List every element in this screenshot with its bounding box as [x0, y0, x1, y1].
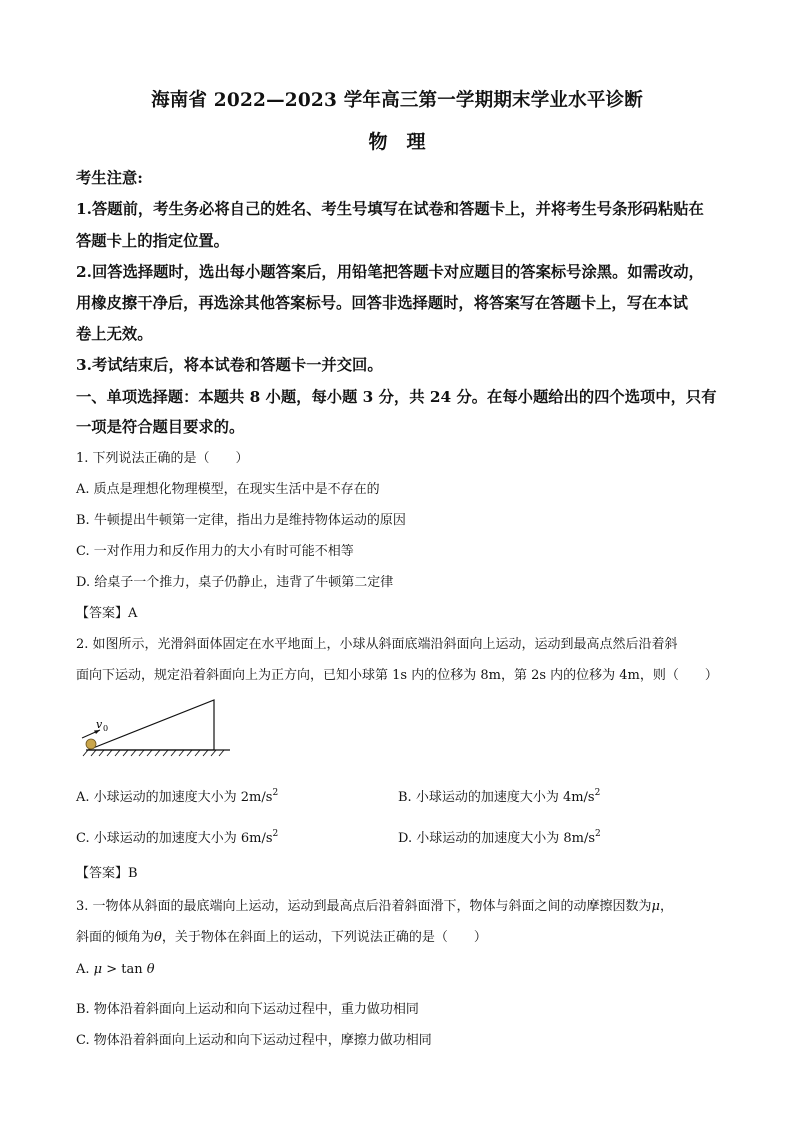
ground-hatching [83, 750, 224, 756]
notice-line: 用橡皮擦干净后，再选涂其他答案标号。回答非选择题时，将答案写在答题卡上，写在本试 [76, 294, 688, 312]
option-c: C. 一对作用力和反作用力的大小有时可能不相等 [76, 544, 354, 559]
question-stem: 面向下运动，规定沿着斜面向上为正方向，已知小球第 1s 内的位移为 8m，第 2s 内的位移为 4m，则（ ） [76, 668, 718, 683]
answer: 【答案】A [76, 606, 138, 621]
option-d: D. 给桌子一个推力，桌子仍静止，违背了牛顿第二定律 [76, 575, 394, 590]
option-a: A. 质点是理想化物理模型，在现实生活中是不存在的 [76, 482, 380, 497]
answer: 【答案】B [76, 866, 138, 881]
option-c: C. 物体沿着斜面向上运动和向下运动过程中，摩擦力做功相同 [76, 1033, 432, 1048]
question-stem: 斜面的倾角为θ，关于物体在斜面上的运动，下列说法正确的是（ ） [76, 930, 487, 945]
incline-figure [78, 698, 238, 758]
notice-heading: 考生注意: [76, 169, 143, 187]
subject-title: 物 理 [368, 131, 426, 153]
section-heading: 一、单项选择题：本题共 8 小题，每小题 3 分，共 24 分。在每小题给出的四个选项中，只有 [76, 388, 717, 406]
notice-line: 3.考试结束后，将本试卷和答题卡一并交回。 [76, 356, 383, 374]
question-stem: 1. 下列说法正确的是（ ） [76, 451, 249, 466]
option-d: D. 小球运动的加速度大小为 $8m/s^2$ [398, 829, 601, 846]
section-heading: 一项是符合题目要求的。 [76, 418, 245, 436]
question-stem: 3. 一物体从斜面的最底端向上运动，运动到最高点后沿着斜面滑下，物体与斜面之间的动摩擦因数为μ， [76, 899, 674, 914]
notice-line: 卷上无效。 [76, 325, 153, 343]
option-a: A. 小球运动的加速度大小为 $2m/s^2$ [76, 788, 279, 805]
page-title: 海南省 2022—2023 学年高三第一学期期末学业水平诊断 [151, 90, 643, 111]
option-b: B. 物体沿着斜面向上运动和向下运动过程中，重力做功相同 [76, 1002, 419, 1017]
option-b: B. 小球运动的加速度大小为 $4m/s^2$ [398, 788, 601, 805]
notice-line: 1.答题前，考生务必将自己的姓名、考生号填写在试卷和答题卡上，并将考生号条形码粘贴在 [76, 200, 704, 218]
option-b: B. 牛顿提出牛顿第一定律，指出力是维持物体运动的原因 [76, 513, 406, 528]
notice-line: 2.回答选择题时，选出每小题答案后，用铅笔把答题卡对应题目的答案标号涂黑。如需改动， [76, 263, 704, 281]
velocity-subscript: 0 [103, 724, 109, 733]
velocity-label: v [96, 718, 103, 731]
question-stem: 2. 如图所示，光滑斜面体固定在水平地面上，小球从斜面底端沿斜面向上运动，运动到最高点然后沿着斜 [76, 637, 678, 652]
notice-line: 答题卡上的指定位置。 [76, 232, 229, 250]
ball [86, 739, 96, 749]
option-c: C. 小球运动的加速度大小为 $6m/s^2$ [76, 829, 279, 846]
option-a: A. μ > tan θ [76, 962, 155, 977]
